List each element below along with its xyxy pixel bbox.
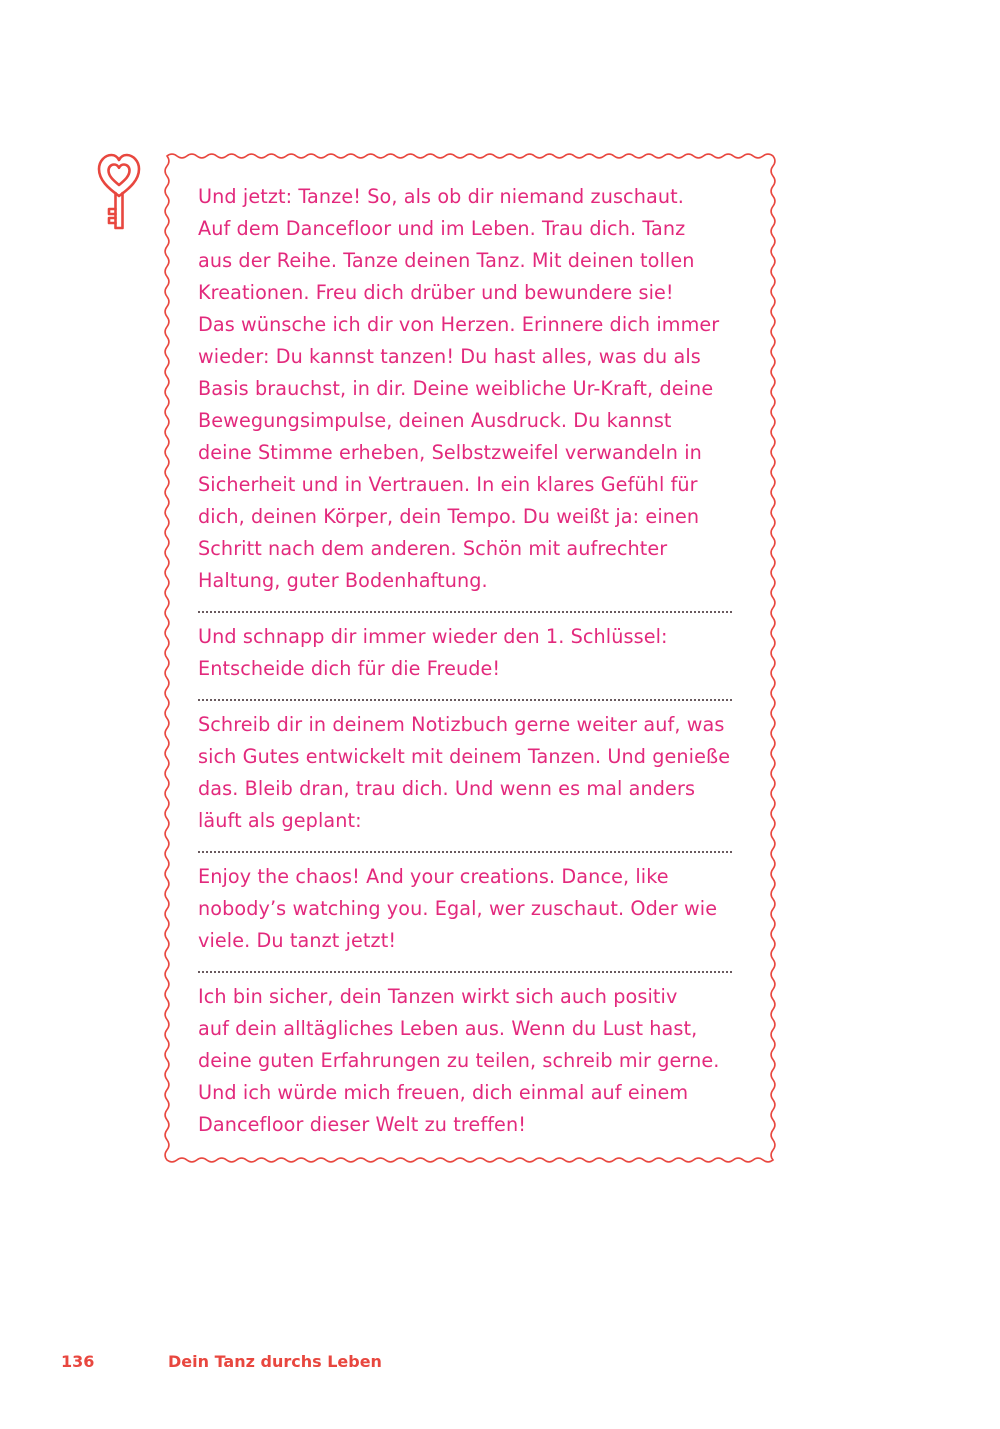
page-number: 136 bbox=[61, 1352, 95, 1371]
dotted-divider bbox=[198, 611, 732, 613]
dotted-divider bbox=[198, 699, 732, 701]
paragraph: Ich bin sicher, dein Tanzen wirkt sich auch positiv auf dein alltägliches Leben aus. Wenn du Lust hast, deine guten Erfahrungen zu teilen, schreib mir gerne. Und ich würde mich freuen, dich einmal auf einem Dancefloor dieser Welt zu treffen! bbox=[198, 985, 720, 1136]
paragraph: Schreib dir in deinem Notizbuch gerne weiter auf, was sich Gutes entwickelt mit deinem Tanzen. Und genieße das. Bleib dran, trau dich. Und wenn es mal anders läuft als geplant: bbox=[198, 713, 731, 832]
running-footer-title: Dein Tanz durchs Leben bbox=[168, 1352, 382, 1371]
heart-key-icon bbox=[96, 152, 142, 232]
dotted-divider bbox=[198, 851, 732, 853]
text-block bbox=[198, 181, 746, 1141]
paragraph: Und jetzt: Tanze! So, als ob dir niemand zuschaut. Auf dem Dancefloor und im Leben. Trau dich. Tanz aus der Reihe. Tanze deinen Tanz. Mit deinen tollen Kreationen. Freu dich drüber und bewundere sie! Das wünsche ich dir von Herzen. Erinnere dich immer wieder: Du kannst tanzen! Du hast alles, was du als Basis brauchst, in dir. Deine weibliche Ur-Kraft, deine Bewegungsimpulse, deinen Ausdruck. Du kannst deine Stimme erheben, Selbstzweifel verwandeln in Sicherheit und in Vertrauen. In ein klares Gefühl für dich, deinen Körper, dein Tempo. Du weißt ja: einen Schritt nach dem anderen. Schön mit aufrechter Haltung, guter Bodenhaftung. bbox=[198, 185, 720, 592]
paragraph: Und schnapp dir immer wieder den 1. Schlüssel: Entscheide dich für die Freude! bbox=[198, 625, 668, 680]
dotted-divider bbox=[198, 971, 732, 973]
paragraph: Enjoy the chaos! And your creations. Dance, like nobody’s watching you. Egal, wer zuschaut. Oder wie viele. Du tanzt jetzt! bbox=[198, 865, 718, 952]
